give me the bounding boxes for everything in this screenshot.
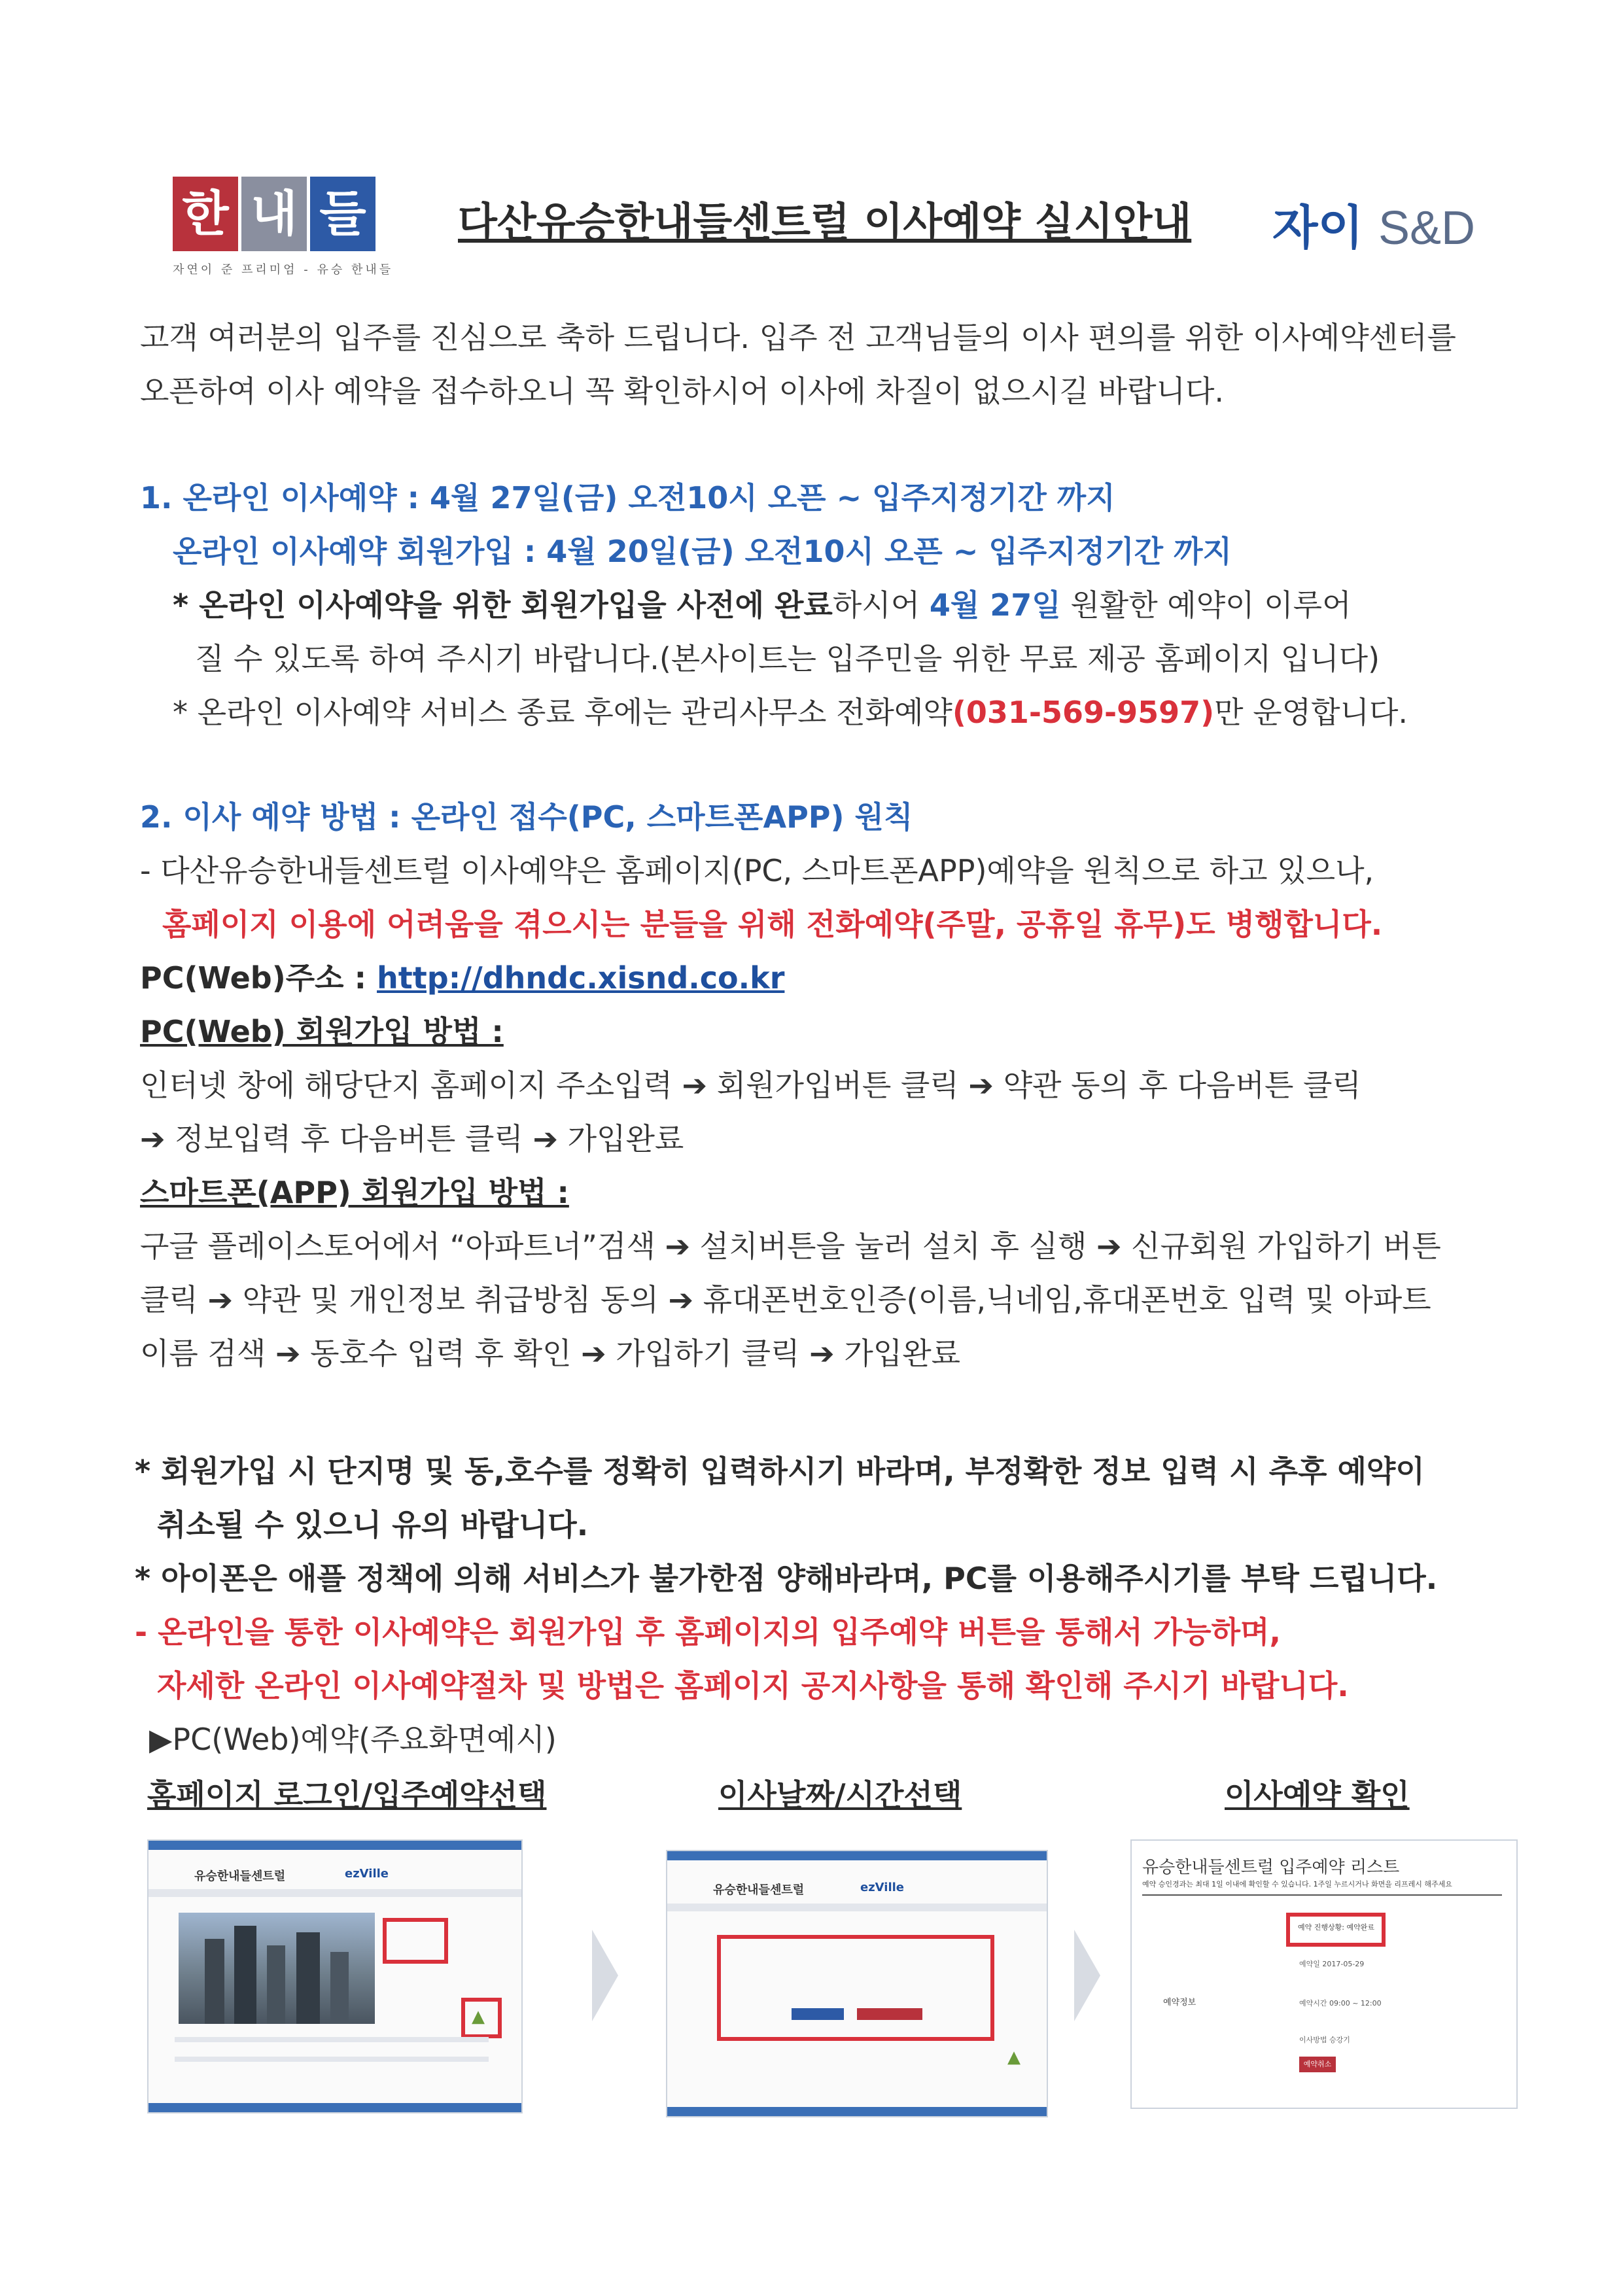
reservation-note: 이사방법 승강기 <box>1299 2036 1350 2044</box>
app-steps-line-1: 구글 플레이스토어에서 “아파트너”검색 ➔ 설치버튼을 눌러 설치 후 실행 ➔ 신규회원 가입하기 버튼 <box>140 1228 1441 1264</box>
section-2-line-2: 홈페이지 이용에 어려움을 겪으시는 분들을 위해 전화예약(주말, 공휴일 휴무)도 병행합니다. <box>162 907 1383 942</box>
arrow-icon <box>592 1930 618 2021</box>
note-2-start: * 온라인 이사예약 서비스 종료 후에는 관리사무소 전화예약 <box>173 695 952 730</box>
screen-label-date: 이사날짜/시간선택 <box>718 1777 962 1813</box>
app-steps-line-2: 클릭 ➔ 약관 및 개인정보 취급방침 동의 ➔ 휴대폰번호인증(이름,닉네임,휴대폰번호 입력 및 아파트 <box>140 1282 1431 1317</box>
login-box-highlight <box>383 1918 448 1964</box>
logo-char-3: 들 <box>310 177 375 251</box>
brand-xi: 자이 <box>1272 200 1364 255</box>
reservation-date: 예약일 2017-05-29 <box>1299 1960 1365 1968</box>
screen-label-login: 홈페이지 로그인/입주예약선택 <box>147 1777 547 1813</box>
intro-line-2: 오픈하여 이사 예약을 접수하오니 꼭 확인하시어 이사에 차질이 없으시길 바랍니다. <box>140 374 1225 409</box>
android-icon: ▲ <box>1007 2047 1021 2067</box>
hannaedeul-logo <box>173 177 394 281</box>
logo-tagline: 자연이 준 프리미엄 - 유승 한내들 <box>173 263 394 277</box>
screenshot-date <box>666 1850 1048 2117</box>
reservation-info-label: 예약정보 <box>1163 1998 1196 2008</box>
screen-label-confirm: 이사예약 확인 <box>1225 1777 1410 1813</box>
site-brand: ezVille <box>345 1867 389 1881</box>
page-title: 다산유승한내들센트럴 이사예약 실시안내 <box>458 198 1192 246</box>
taskbar <box>667 2107 1047 2116</box>
logo-char-2: 내 <box>241 177 307 251</box>
section-2-line-1: - 다산유승한내들센트럴 이사예약은 홈페이지(PC, 스마트폰APP)예약을 원칙으로 하고 있으나, <box>140 853 1374 888</box>
pc-address <box>140 951 1441 1005</box>
arrow-icon <box>1074 1930 1100 2021</box>
pc-steps-line-2: ➔ 정보입력 후 다음버튼 클릭 ➔ 가입완료 <box>140 1121 684 1157</box>
apartment-photo <box>179 1913 375 2024</box>
browser-bar <box>148 1841 521 1850</box>
site-name: 유승한내들센트럴 <box>713 1883 805 1897</box>
confirm-button <box>792 2008 844 2020</box>
note-1-end: 원활한 예약이 이루어 <box>1060 587 1352 623</box>
android-icon: ▲ <box>472 2007 485 2026</box>
app-steps-line-3: 이름 검색 ➔ 동호수 입력 후 확인 ➔ 가입하기 클릭 ➔ 가입완료 <box>140 1336 961 1371</box>
notice-2: * 아이폰은 애플 정책에 의해 서비스가 불가한점 양해바라며, PC를 이용해주시기를 부탁 드립니다. <box>135 1561 1438 1596</box>
screenshot-confirm <box>1130 1839 1518 2109</box>
reservation-time: 예약시간 09:00 ~ 12:00 <box>1299 1999 1382 2008</box>
section-1-note-1 <box>140 578 1408 632</box>
brand-sd: S&D <box>1378 202 1476 254</box>
phone-number: (031-569-9597) <box>952 695 1215 730</box>
section-2 <box>140 790 1441 1380</box>
cancel-button <box>857 2008 922 2020</box>
pc-join-title: PC(Web) 회원가입 방법 : <box>140 1014 504 1049</box>
pc-address-link[interactable]: http://dhndc.xisnd.co.kr <box>377 960 785 996</box>
intro-line-1: 고객 여러분의 입주를 진심으로 축하 드립니다. 입주 전 고객님들의 이사 편의를 위한 이사예약센터를 <box>140 320 1456 355</box>
xi-snd-logo <box>1272 190 1475 258</box>
site-name: 유승한내들센트럴 <box>194 1870 286 1883</box>
notices <box>135 1444 1437 1766</box>
notice-1-line-1: * 회원가입 시 단지명 및 동,호수를 정확히 입력하시기 바라며, 부정확한 정보 입력 시 추후 예약이 <box>135 1453 1425 1489</box>
note-1-bold: * 온라인 이사예약을 위한 회원가입을 사전에 완료 <box>173 587 833 623</box>
notice-1-line-2: 취소될 수 있으니 유의 바랍니다. <box>157 1507 589 1542</box>
notice-3-line-1: - 온라인을 통한 이사예약은 회원가입 후 홈페이지의 입주예약 버튼을 통해서 가능하며, <box>135 1614 1281 1650</box>
date-time-form-highlight <box>717 1935 994 2041</box>
section-1-note-2 <box>140 686 1408 739</box>
site-brand: ezVille <box>860 1881 905 1894</box>
section-1-heading: 1. 온라인 이사예약 : 4월 27일(금) 오전10시 오픈 ~ 입주지정기간 까지 <box>140 480 1115 515</box>
note-1-mid: 하시어 <box>832 587 930 623</box>
confirm-title: 유승한내들센트럴 입주예약 리스트 <box>1142 1858 1400 1877</box>
note-2-end: 만 운영합니다. <box>1214 695 1408 730</box>
screens-caption: ▶PC(Web)예약(주요화면예시) <box>149 1722 557 1757</box>
logo-char-1: 한 <box>173 177 238 251</box>
intro-paragraph <box>140 311 1456 418</box>
taskbar <box>148 2103 521 2112</box>
reservation-status: 예약 진행상황: 예약완료 <box>1298 1923 1374 1932</box>
site-nav <box>148 1889 521 1897</box>
pc-steps-line-1: 인터넷 창에 해당단지 홈페이지 주소입력 ➔ 회원가입버튼 클릭 ➔ 약관 동의 후 다음버튼 클릭 <box>140 1068 1361 1103</box>
app-join-title: 스마트폰(APP) 회원가입 방법 : <box>140 1175 569 1210</box>
section-2-heading: 2. 이사 예약 방법 : 온라인 접수(PC, 스마트폰APP) 원칙 <box>140 799 913 835</box>
browser-bar <box>667 1851 1047 1860</box>
screenshot-login <box>147 1839 523 2113</box>
site-nav <box>667 1904 1047 1911</box>
section-1 <box>140 471 1408 739</box>
confirm-subtitle: 예약 승인경과는 최대 1일 이내에 확인할 수 있습니다. 1주일 누르시거나 화면을 리프레시 해주세요 <box>1142 1880 1452 1888</box>
section-1-subheading: 온라인 이사예약 회원가입 : 4월 20일(금) 오전10시 오픈 ~ 입주지정기간 까지 <box>173 534 1232 569</box>
pc-address-label: PC(Web)주소 : <box>140 960 377 996</box>
section-1-note-1-line-2: 질 수 있도록 하여 주시기 바랍니다.(본사이트는 입주민을 위한 무료 제공 홈페이지 입니다) <box>195 641 1380 676</box>
note-1-date: 4월 27일 <box>929 587 1061 623</box>
notice-3-line-2: 자세한 온라인 이사예약절차 및 방법은 홈페이지 공지사항을 통해 확인해 주시기 바랍니다. <box>157 1668 1349 1703</box>
reservation-cancel-button: 예약취소 <box>1299 2057 1336 2072</box>
